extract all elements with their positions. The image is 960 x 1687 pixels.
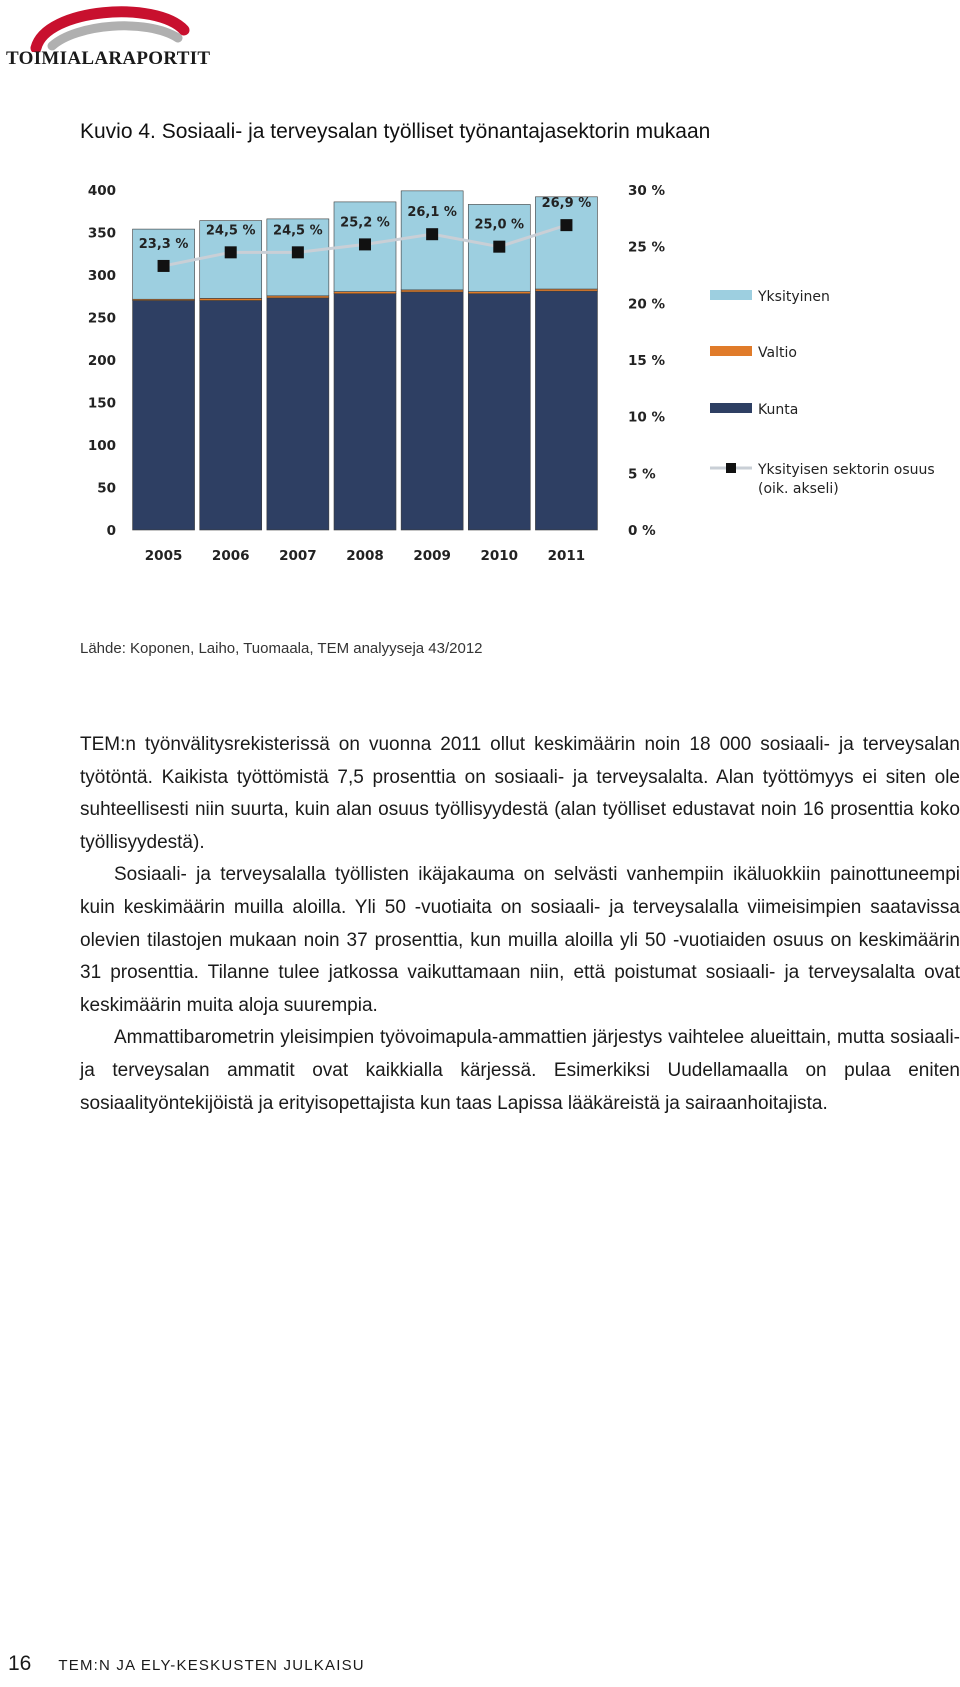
x-tick-label: 2011	[547, 548, 586, 564]
logo-arc-icon	[6, 4, 202, 52]
share-marker	[292, 246, 304, 258]
page-number: 16	[8, 1652, 32, 1675]
share-data-label: 25,2 %	[340, 215, 390, 231]
y2-tick-label: 25 %	[628, 239, 666, 256]
bar-kunta-2009	[401, 292, 463, 530]
y-tick-label: 150	[87, 395, 116, 412]
y2-tick-label: 5 %	[628, 466, 656, 483]
footer	[8, 1652, 365, 1676]
legend-swatch	[710, 403, 752, 413]
share-data-label: 26,1 %	[407, 205, 457, 221]
figure-title: Kuvio 4. Sosiaali- ja terveysalan työlliset työnantajasektorin mukaan	[80, 120, 711, 143]
paragraph-1: TEM:n työnvälitysrekisterissä on vuonna 2011 ollut keskimäärin noin 18 000 sosiaali- ja terveysalan työtöntä. Kaikista työttömistä 7,5 prosenttia on sosiaali- ja terveysalalta. Alan työttömyys ei siten ole suhteellisesti niin suurta, kuin alan osuus työllisyydestä (alan työlliset edustavat noin 16 prosenttia koko työllisyydestä).	[80, 734, 960, 853]
y-tick-label: 250	[87, 310, 116, 327]
logo-text: TOIMIALARAPORTIT	[6, 48, 211, 69]
legend-swatch	[710, 346, 752, 356]
share-data-label: 26,9 %	[541, 196, 592, 212]
share-data-label: 24,5 %	[273, 223, 323, 239]
bar-valtio-2011	[535, 289, 597, 291]
logo	[6, 4, 211, 74]
publication-name: TEM:N JA ELY-KESKUSTEN JULKAISU	[58, 1657, 365, 1674]
y-tick-label: 100	[87, 438, 116, 454]
share-marker	[493, 241, 505, 253]
paragraph-2: Sosiaali- ja terveysalalla työllisten ikäjakauma on selvästi vanhempiin ikäluokkiin painottuneempi kuin keskimäärin muilla aloilla. Yli 50 -vuotiaita on sosiaali- ja terveysalalla viimeisimpien saatavissa olevien tilastojen mukaan noin 37 prosenttia, kun muilla aloilla yli 50 -vuotiaiden osuus on keskimäärin 31 prosenttia. Tilanne tulee jatkossa vaikuttamaan niin, että poistumat sosiaali- ja terveysalalta ovat keskimäärin muita aloja suurempia.	[80, 864, 960, 1016]
y-tick-label: 350	[87, 225, 116, 242]
bar-kunta-2008	[334, 294, 396, 530]
legend-label-2: (oik. akseli)	[758, 481, 839, 497]
body-text	[80, 729, 960, 1120]
bar-valtio-2006	[200, 298, 262, 300]
bar-kunta-2007	[267, 298, 329, 530]
y-tick-label: 200	[87, 353, 116, 369]
y-tick-label: 400	[87, 183, 116, 199]
x-tick-label: 2010	[480, 548, 519, 564]
x-tick-label: 2006	[211, 548, 250, 564]
legend-label: Kunta	[758, 402, 799, 418]
y2-tick-label: 10 %	[628, 409, 666, 426]
bar-kunta-2005	[133, 301, 195, 531]
share-data-label: 23,3 %	[138, 236, 189, 252]
legend-label: Valtio	[758, 345, 797, 361]
legend-label: Yksityinen	[758, 289, 830, 305]
bar-valtio-2010	[468, 292, 530, 294]
share-marker	[359, 238, 371, 250]
bar-valtio-2008	[334, 292, 396, 294]
y2-tick-label: 30 %	[628, 183, 666, 199]
bar-kunta-2010	[468, 294, 530, 530]
figure-source: Lähde: Koponen, Laiho, Tuomaala, TEM analyyseja 43/2012	[80, 640, 483, 657]
bar-kunta-2006	[200, 301, 262, 531]
x-tick-label: 2009	[413, 548, 451, 564]
y2-tick-label: 0 %	[628, 523, 656, 539]
share-data-label: 24,5 %	[205, 223, 256, 239]
y-tick-label: 0	[106, 523, 116, 539]
y-tick-label: 50	[97, 480, 116, 497]
y2-tick-label: 15 %	[628, 353, 666, 369]
legend-swatch	[710, 290, 752, 300]
share-marker	[158, 260, 170, 272]
bar-valtio-2007	[267, 296, 329, 298]
share-marker	[560, 219, 572, 231]
y2-tick-label: 20 %	[628, 296, 666, 313]
share-marker	[225, 246, 237, 258]
legend-label: Yksityisen sektorin osuus	[758, 462, 935, 478]
chart	[80, 180, 960, 620]
bar-kunta-2011	[535, 291, 597, 530]
share-data-label: 25,0 %	[474, 217, 525, 233]
x-tick-label: 2007	[279, 548, 317, 564]
chart-svg	[80, 180, 960, 620]
paragraph-3: Ammattibarometrin yleisimpien työvoimapula-ammattien järjestys vaihtelee alueittain, mutta sosiaali- ja terveysalan ammatit ovat kaikkialla kärjessä. Esimerkiksi Uudellamaalla on pulaa eniten sosiaalityöntekijöistä ja erityisopettajista kun taas Lapissa lääkäreistä ja sairaanhoitajista.	[80, 1027, 960, 1114]
bar-valtio-2009	[401, 290, 463, 292]
y-tick-label: 300	[87, 268, 116, 284]
x-tick-label: 2008	[346, 548, 384, 564]
legend-marker	[726, 463, 736, 473]
share-marker	[426, 228, 438, 240]
x-tick-label: 2005	[144, 548, 183, 564]
